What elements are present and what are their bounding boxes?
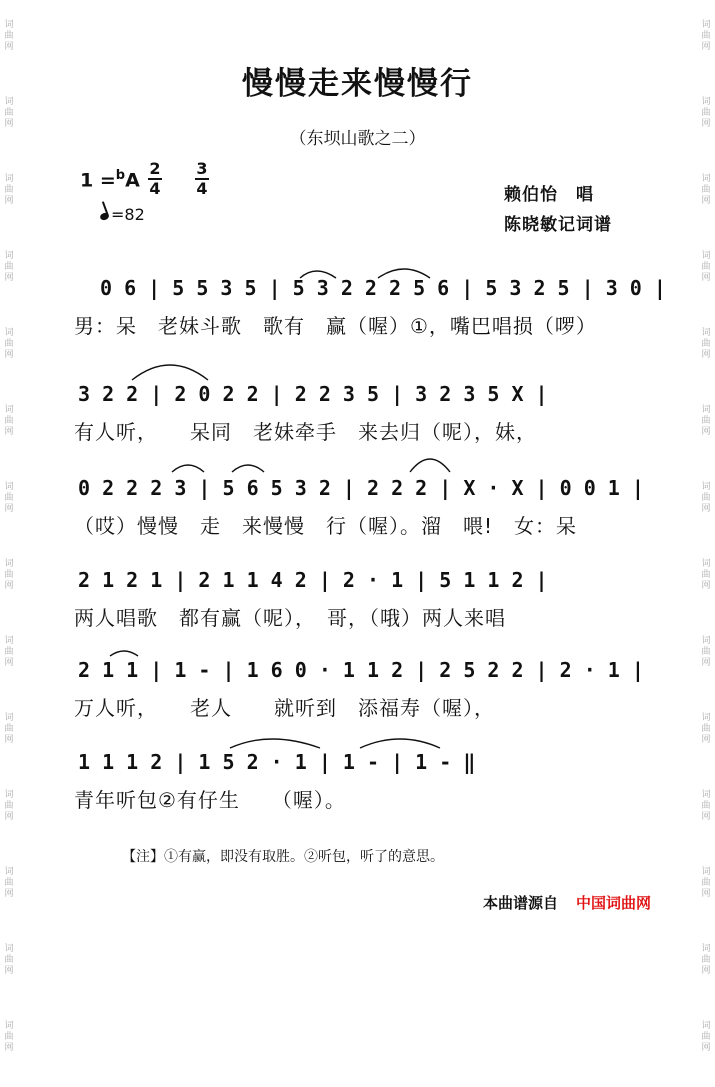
score-system-2 [0, 382, 715, 462]
meter-bottom: 4 [196, 179, 208, 198]
notation-line: 2 1 2 1 | 2 1 1 4 2 | 2 · 1 | 5 1 1 2 | [78, 568, 548, 592]
meter-bottom: 4 [149, 179, 161, 198]
slur [232, 465, 264, 472]
watermark-left: 词 曲 网 词 曲 网 词 曲 网 词 曲 网 词 曲 网 词 曲 网 词 曲 网 词 曲 网 词 曲 网 词 曲 网 词 曲 网 词 曲 网 词 曲 网 词 曲 网 [4, 20, 14, 1053]
lyric-line: 青年听包②有仔生 （喔）。 [74, 788, 346, 812]
slur [110, 651, 138, 656]
slur [172, 465, 204, 472]
notation-line: 2 1 1 | 1 - | 1 6 0 · 1 1 2 | 2 5 2 2 | 2 · 1 | [78, 658, 644, 682]
song-subtitle: （东坝山歌之二） [289, 129, 426, 149]
score-system-6 [0, 750, 715, 830]
tempo-marking [100, 205, 145, 224]
score-system-1 [0, 276, 715, 356]
singer-credit: 赖伯怡 唱 [504, 185, 594, 205]
lyric-line: 男：呆 老妹斗歌 歌有 赢（喔）①，嘴巴唱损（啰） [74, 314, 597, 338]
slur [132, 365, 208, 380]
slur [230, 739, 320, 748]
lyric-line: 万人听， 老人 就听到 添福寿（喔）， [74, 696, 495, 720]
key-prefix: 1 = [80, 169, 116, 192]
lyric-line: 两人唱歌 都有赢（呢）， 哥，（哦）两人来唱 [74, 606, 506, 630]
quarter-note-icon [99, 212, 110, 222]
meter-top: 3 [196, 159, 208, 178]
notation-line: 3 2 2 | 2 0 2 2 | 2 2 3 5 | 3 2 3 5 X | [78, 382, 548, 406]
time-signature-3-4 [195, 160, 209, 198]
slur [360, 739, 440, 748]
key-note: A [125, 169, 140, 192]
score-system-5 [0, 658, 715, 738]
tempo-value: =82 [111, 205, 145, 224]
source-line [483, 892, 651, 913]
lyric-line: （哎）慢慢 走 来慢慢 行（喔）。溜 喂! 女：呆 [74, 514, 578, 538]
lyric-line: 有人听， 呆同 老妹牵手 来去归（呢），妹， [74, 420, 537, 444]
source-brand-link[interactable]: 中国词曲网 [576, 894, 652, 912]
recorder-credit: 陈晓敏记词谱 [504, 215, 612, 235]
watermark-right: 词 曲 网 词 曲 网 词 曲 网 词 曲 网 词 曲 网 词 曲 网 词 曲 网 词 曲 网 词 曲 网 词 曲 网 词 曲 网 词 曲 网 词 曲 网 词 曲 网 [701, 20, 711, 1053]
song-title: 慢慢走来慢慢行 [242, 66, 473, 102]
flat-sign: b [115, 168, 126, 183]
score-system-3 [0, 476, 715, 556]
key-signature [80, 168, 140, 191]
meter-top: 2 [149, 159, 161, 178]
time-signature-2-4 [148, 160, 162, 198]
source-label: 本曲谱源自 [483, 894, 559, 912]
score-system-4 [0, 568, 715, 648]
notation-line: 1 1 1 2 | 1 5 2 · 1 | 1 - | 1 - ‖ [78, 750, 476, 774]
notation-line: 0 6 | 5 5 3 5 | 5 3 2 2 2 5 6 | 5 3 2 5 | 3 0 | [100, 276, 666, 300]
notation-line: 0 2 2 2 3 | 5 6 5 3 2 | 2 2 2 | X · X | 0 0 1 | [78, 476, 644, 500]
footnote: 【注】①有赢，即没有取胜。②听包，听了的意思。 [122, 849, 444, 865]
